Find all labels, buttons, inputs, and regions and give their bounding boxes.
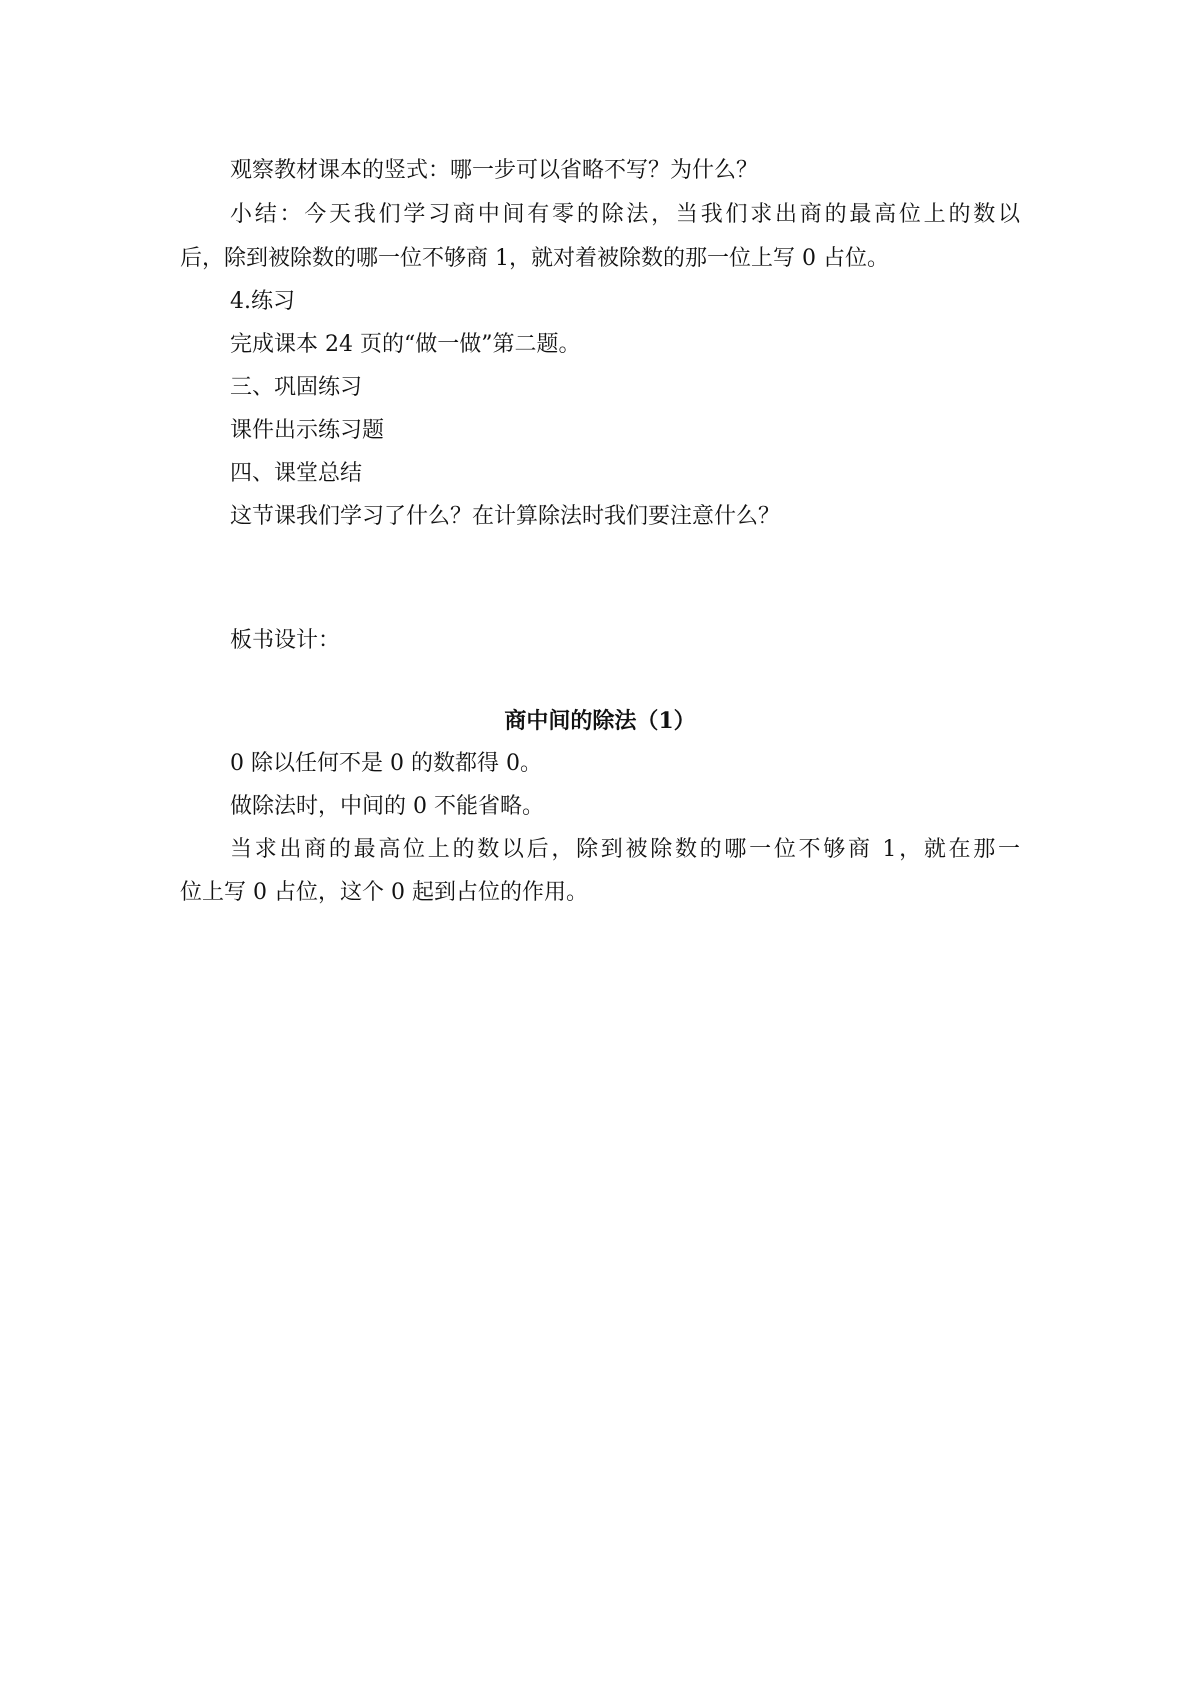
board-point-1: 0 除以任何不是 0 的数都得 0。 bbox=[230, 751, 542, 776]
paragraph-summary-line-1: 小结：今天我们学习商中间有零的除法，当我们求出商的最高位上的数以 bbox=[230, 202, 1020, 227]
board-point-3-line-2: 位上写 0 占位，这个 0 起到占位的作用。 bbox=[180, 880, 588, 905]
paragraph-courseware: 课件出示练习题 bbox=[230, 418, 385, 443]
paragraph-summary-line-2: 后，除到被除数的哪一位不够商 1，就对着被除数的那一位上写 0 占位。 bbox=[180, 246, 889, 271]
paragraph-textbook-exercise: 完成课本 24 页的“做一做”第二题。 bbox=[230, 332, 581, 357]
paragraph-questions: 这节课我们学习了什么？在计算除法时我们要注意什么？ bbox=[230, 504, 781, 529]
board-design-label: 板书设计： bbox=[230, 628, 341, 653]
heading-consolidation: 三、巩固练习 bbox=[230, 375, 363, 400]
heading-class-summary: 四、课堂总结 bbox=[230, 461, 363, 486]
board-point-2: 做除法时，中间的 0 不能省略。 bbox=[230, 794, 544, 819]
board-title: 商中间的除法（1） bbox=[504, 708, 696, 734]
board-point-3-line-1: 当求出商的最高位上的数以后，除到被除数的哪一位不够商 1，就在那一 bbox=[230, 837, 1020, 862]
paragraph-observe: 观察教材课本的竖式：哪一步可以省略不写？为什么？ bbox=[230, 158, 759, 183]
heading-practice: 4.练习 bbox=[230, 289, 295, 314]
